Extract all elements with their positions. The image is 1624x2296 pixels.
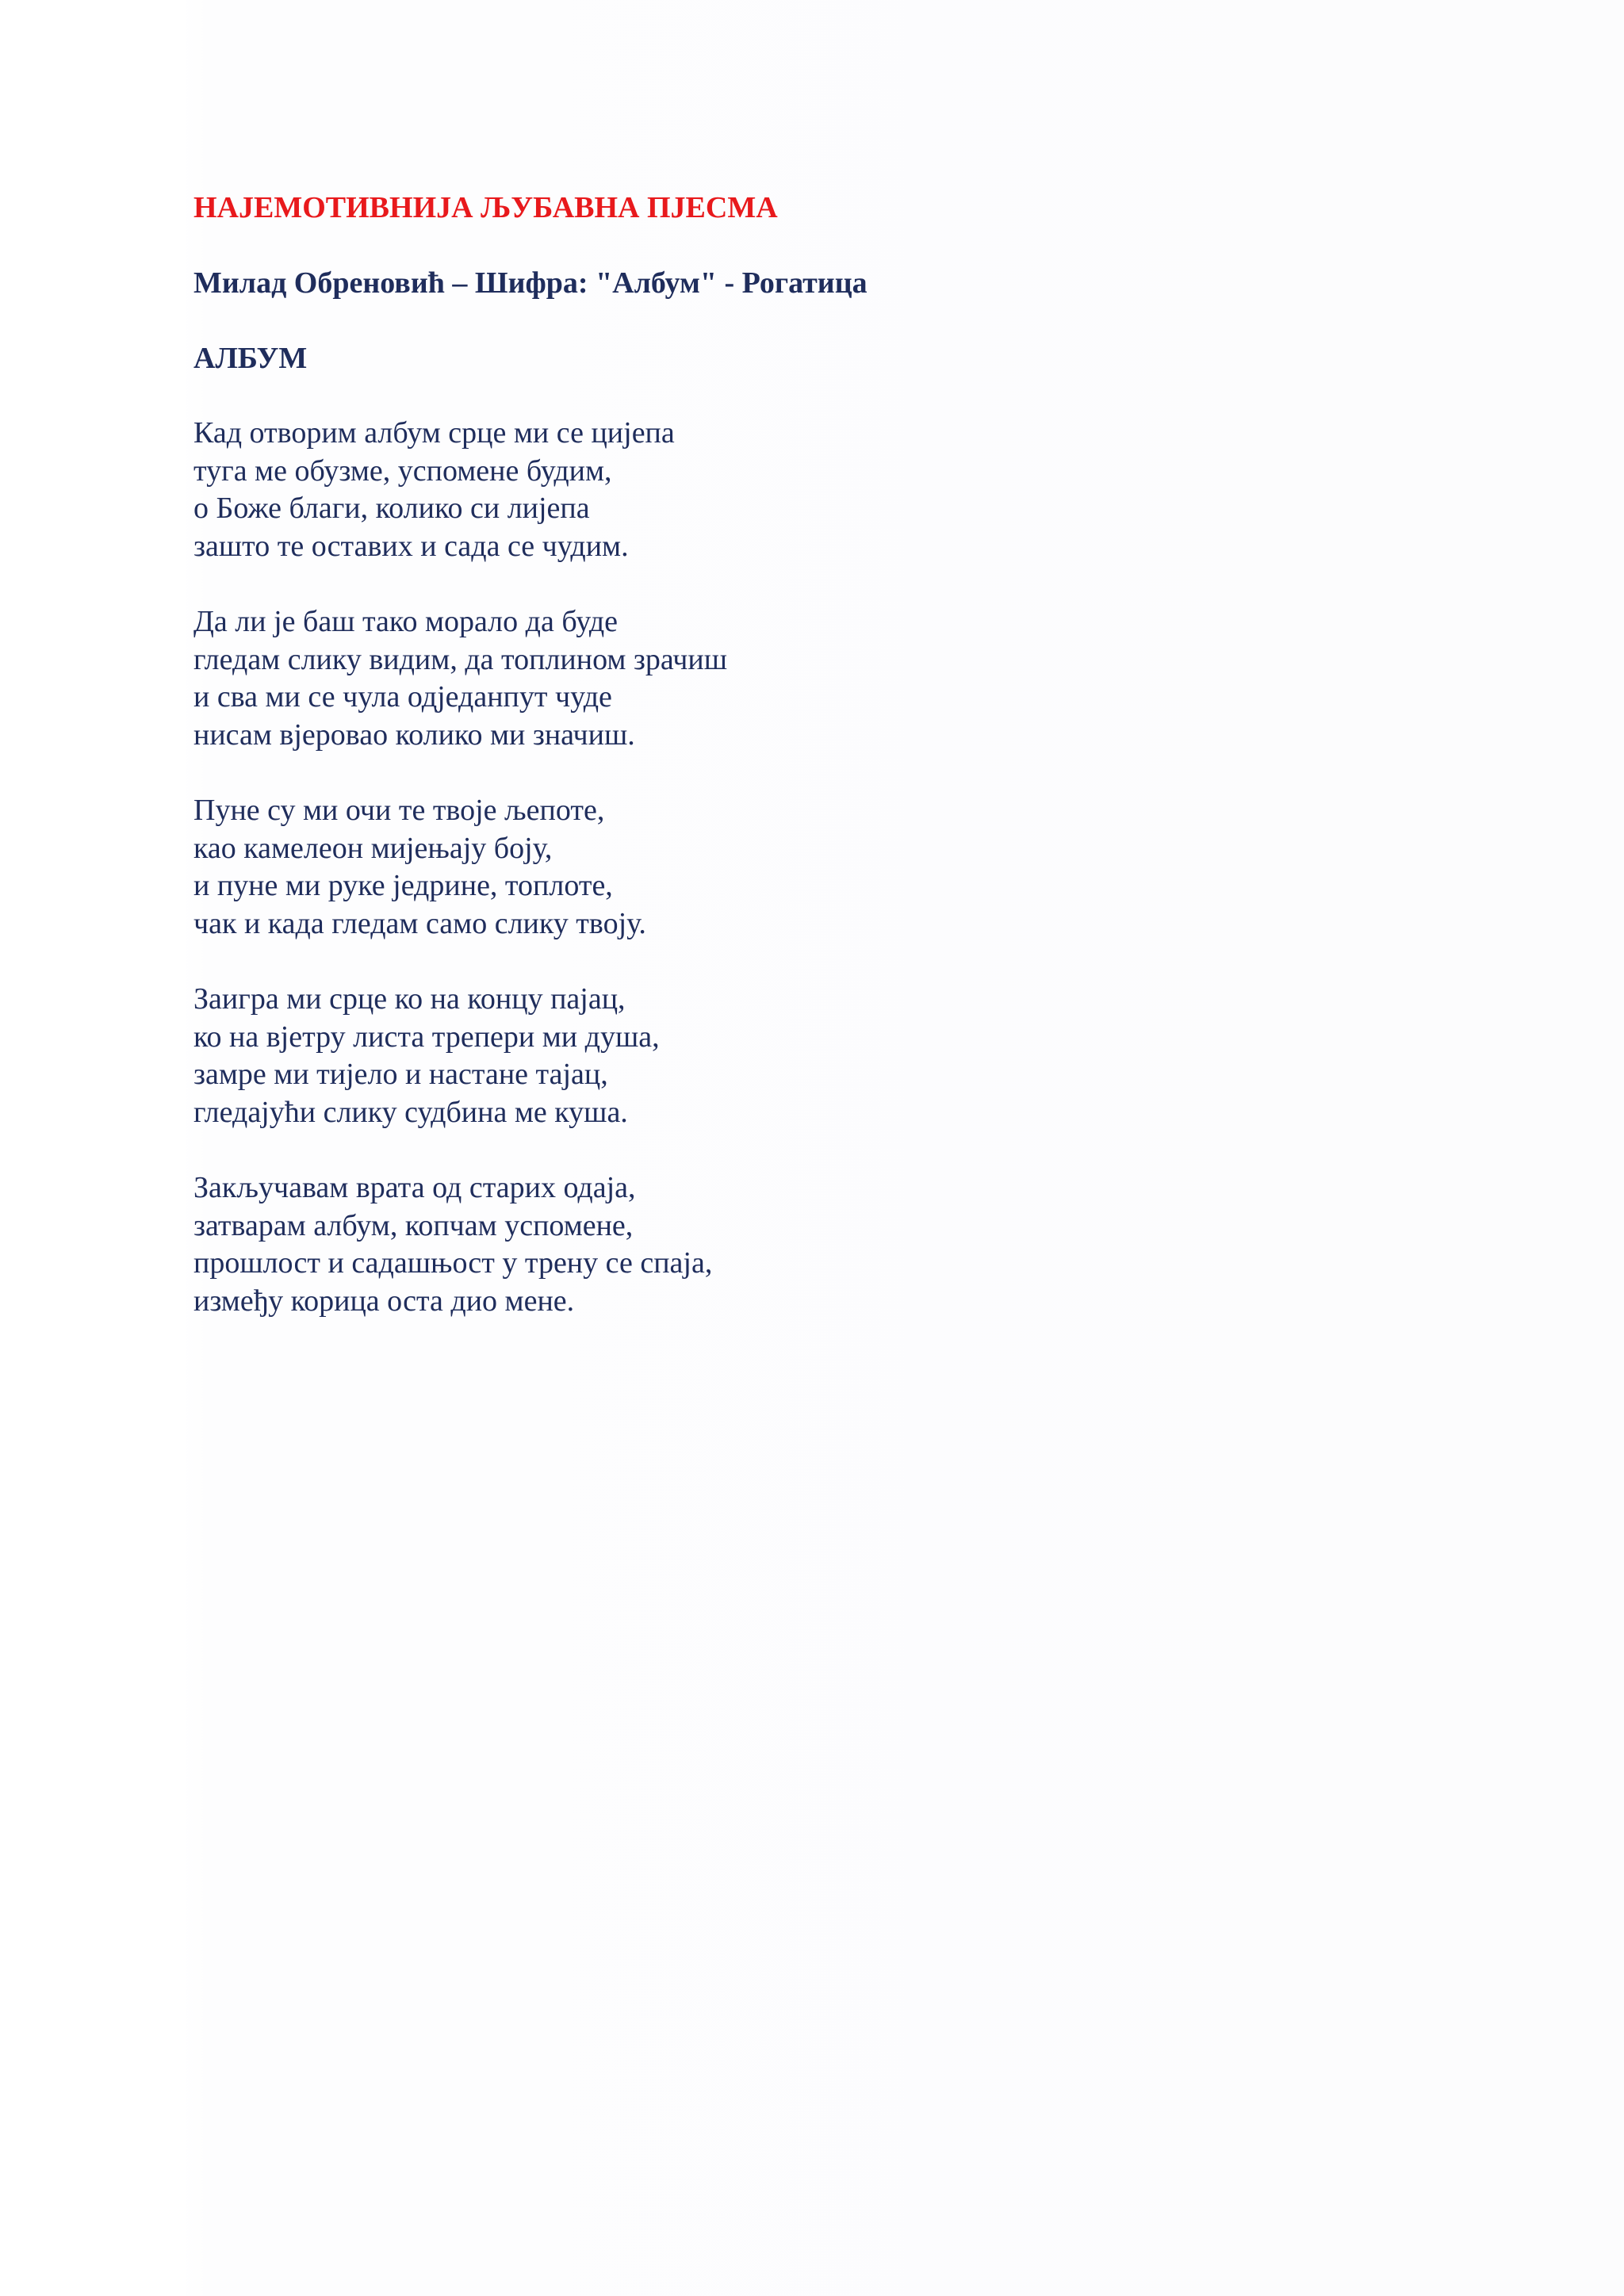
poem-line: туга ме обузме, успомене будим, bbox=[193, 453, 612, 488]
poem-line: гледам слику видим, да топлином зрачиш bbox=[193, 642, 727, 676]
poem-content bbox=[193, 189, 1383, 1358]
poem-line: Кад отворим албум срце ми се цијепа bbox=[193, 416, 675, 450]
poem-line: и пуне ми руке једрине, топлоте, bbox=[193, 869, 613, 902]
poem-title: АЛБУМ bbox=[193, 342, 308, 375]
stanza bbox=[193, 981, 1383, 1131]
stanza bbox=[193, 415, 1383, 565]
poem-line: затварам албум, копчам успомене, bbox=[193, 1208, 634, 1242]
poem-line: нисам вјеровао колико ми значиш. bbox=[193, 718, 635, 752]
poem-line: Заигра ми срце ко на концу пајац, bbox=[193, 982, 626, 1016]
poem-line: замре ми тијело и настане тајац, bbox=[193, 1058, 608, 1091]
poem-body bbox=[193, 415, 1383, 1320]
poem-line: зашто те оставих и сада се чудим. bbox=[193, 529, 629, 563]
stanza bbox=[193, 1169, 1383, 1320]
poem-line: о Боже благи, колико си лијепа bbox=[193, 492, 590, 525]
stanza bbox=[193, 603, 1383, 754]
poem-line: прошлост и садашњост у трену се спаја, bbox=[193, 1246, 713, 1280]
poem-line: чак и када гледам само слику твоју. bbox=[193, 906, 646, 940]
poem-line: као камелеон мијењају боју, bbox=[193, 831, 553, 865]
poem-line: и сва ми се чула одједанпут чуде bbox=[193, 680, 612, 714]
poem-line: Да ли је баш тако морало да буде bbox=[193, 605, 619, 638]
poem-line: Закључавам врата од старих одаја, bbox=[193, 1171, 636, 1204]
poem-line: гледајући слику судбина ме куша. bbox=[193, 1095, 628, 1129]
poem-line: између корица оста дио мене. bbox=[193, 1284, 575, 1318]
category-heading: НАЈЕМОТИВНИЈА ЉУБАВНА ПЈЕСМА bbox=[193, 191, 778, 224]
author-line: Милад Обреновић – Шифра: "Албум" - Рогатица bbox=[193, 266, 868, 300]
poem-line: Пуне су ми очи те твоје љепоте, bbox=[193, 794, 605, 827]
poem-line: ко на вјетру листа трепери ми душа, bbox=[193, 1020, 660, 1054]
stanza bbox=[193, 792, 1383, 943]
